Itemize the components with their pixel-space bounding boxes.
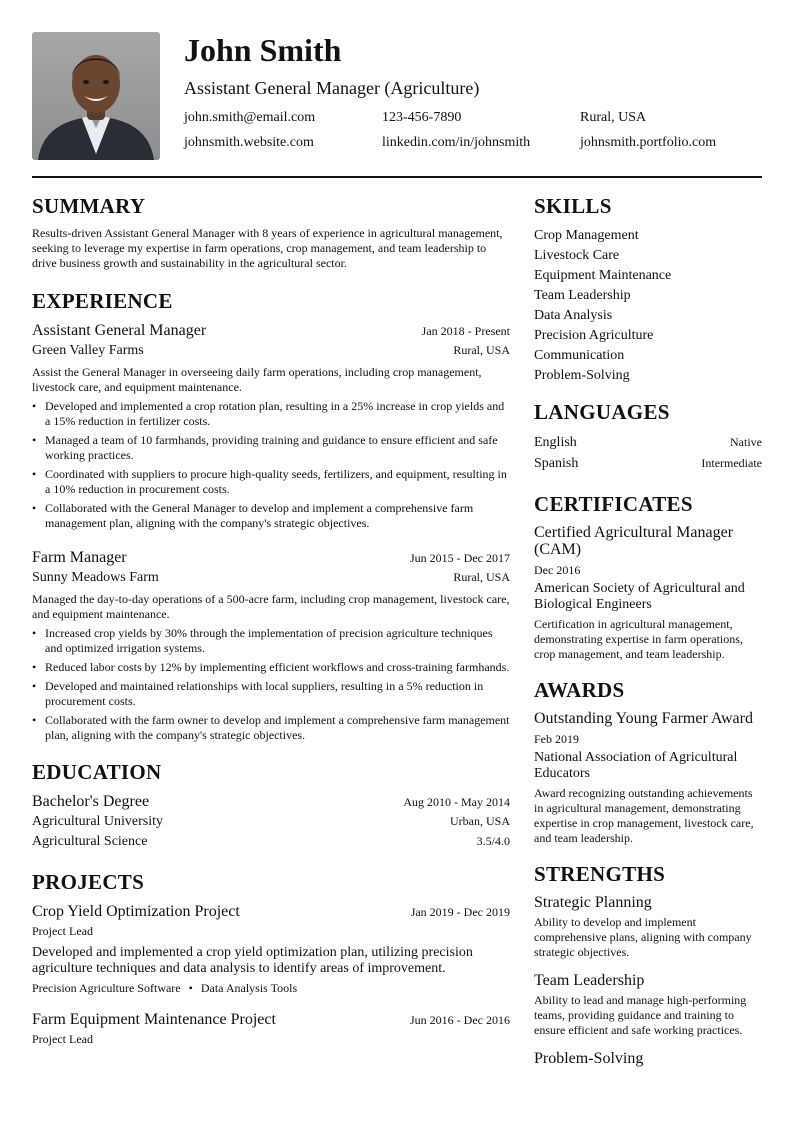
strength-name: Problem-Solving bbox=[534, 1050, 644, 1067]
summary-section bbox=[32, 194, 510, 271]
project-description: Developed and implemented a crop yield optimization plan, utilizing precision agriculture techniques and data analysis to identify areas of improvement. bbox=[32, 945, 473, 976]
education-degree: Bachelor's Degree bbox=[32, 793, 150, 810]
bullet-icon: • bbox=[32, 626, 37, 640]
side-column bbox=[534, 194, 762, 1079]
strength-item bbox=[534, 894, 762, 960]
project-role: Project Lead bbox=[32, 1032, 93, 1046]
avatar bbox=[32, 32, 160, 160]
strength-description: Ability to develop and implement comprehensive plans, aligning with company strategic objectives. bbox=[534, 915, 752, 959]
language-name: English bbox=[534, 435, 577, 450]
bullet-icon: • bbox=[32, 501, 37, 515]
languages-section bbox=[534, 400, 762, 474]
project-tool: Data Analysis Tools bbox=[200, 981, 298, 995]
education-dates: Aug 2010 - May 2014 bbox=[403, 795, 510, 809]
header-divider bbox=[32, 176, 762, 178]
education-heading: EDUCATION bbox=[32, 760, 162, 784]
contact-location: Rural, USA bbox=[580, 110, 647, 125]
strength-item bbox=[534, 972, 762, 1038]
achievement-item: • Developed and implemented a crop rotation plan, resulting in a 25% increase in crop yields and a 15% reduction in fertilizer costs. bbox=[32, 399, 505, 428]
contact-phone[interactable]: 123-456-7890 bbox=[382, 110, 462, 125]
bullet-icon: • bbox=[32, 433, 37, 447]
project-item bbox=[32, 1010, 510, 1047]
job-achievements bbox=[32, 399, 510, 531]
separator-dot-icon: • bbox=[188, 981, 193, 995]
achievement-item: • Reduced labor costs by 12% by implementing efficient workflows and cross-training farmhands. bbox=[32, 660, 510, 674]
language-item bbox=[534, 432, 762, 453]
achievement-item: • Developed and maintained relationships with local suppliers, resulting in a 5% reduction in procurement costs. bbox=[32, 679, 484, 708]
certificate-description: Certification in agricultural management, demonstrating expertise in farm operations, crop management, and team leadership. bbox=[534, 617, 743, 661]
contact-portfolio[interactable]: johnsmith.portfolio.com bbox=[580, 135, 717, 150]
bullet-icon: • bbox=[32, 713, 37, 727]
award-issuer: National Association of Agricultural Educators bbox=[534, 750, 738, 781]
achievement-item: • Increased crop yields by 30% through the implementation of precision agriculture techniques and optimized irrigation systems. bbox=[32, 626, 493, 655]
skill-item: Precision Agriculture bbox=[534, 328, 654, 343]
certificates-heading: CERTIFICATES bbox=[534, 492, 693, 516]
skills-section bbox=[534, 194, 762, 386]
achievement-item: • Collaborated with the General Manager to develop and implement a comprehensive farm management plan, aligning with the company's strategic objectives. bbox=[32, 501, 474, 530]
skill-item: Crop Management bbox=[534, 228, 639, 243]
award-description: Award recognizing outstanding achievements in agricultural management, demonstrating expertise in crop management, livestock care, and team leadership. bbox=[534, 786, 754, 845]
skill-item: Problem-Solving bbox=[534, 368, 630, 383]
strength-name: Team Leadership bbox=[534, 972, 645, 989]
language-item bbox=[534, 453, 762, 474]
job-title: Assistant General Manager bbox=[32, 322, 207, 339]
contact-linkedin[interactable]: linkedin.com/in/johnsmith bbox=[382, 135, 531, 150]
bullet-icon: • bbox=[32, 660, 37, 674]
awards-section bbox=[534, 678, 762, 846]
summary-text: Results-driven Assistant General Manager with 8 years of experience in agricultural management, seeking to leverage my expertise in farm operations, crop management, and team leadership to drive business growth and sustainability in the agricultural sector. bbox=[32, 226, 503, 270]
job-location: Rural, USA bbox=[453, 343, 510, 357]
contact-email[interactable]: john.smith@email.com bbox=[184, 110, 316, 125]
strength-item bbox=[534, 1050, 762, 1067]
award-date: Feb 2019 bbox=[534, 732, 579, 746]
strengths-heading: STRENGTHS bbox=[534, 862, 666, 886]
certificates-section bbox=[534, 492, 762, 662]
project-name: Farm Equipment Maintenance Project bbox=[32, 1011, 276, 1028]
job-dates: Jun 2015 - Dec 2017 bbox=[410, 551, 510, 565]
bullet-icon: • bbox=[32, 679, 37, 693]
main-column bbox=[32, 194, 510, 1061]
experience-item bbox=[32, 548, 510, 743]
strength-name: Strategic Planning bbox=[534, 894, 652, 911]
education-section bbox=[32, 760, 510, 852]
job-description: Managed the day-to-day operations of a 500-acre farm, including crop management, livestock care, and equipment maintenance. bbox=[32, 592, 510, 621]
skills-heading: SKILLS bbox=[534, 194, 612, 218]
project-dates: Jun 2016 - Dec 2016 bbox=[410, 1013, 510, 1027]
certificate-issuer: American Society of Agricultural and Biological Engineers bbox=[534, 581, 745, 612]
avatar-photo-icon bbox=[32, 32, 160, 160]
awards-heading: AWARDS bbox=[534, 678, 625, 702]
achievement-item: • Collaborated with the farm owner to develop and implement a comprehensive farm management plan, aligning with the company's strategic objectives. bbox=[32, 713, 510, 742]
education-gpa: 3.5/4.0 bbox=[476, 834, 510, 848]
award-name: Outstanding Young Farmer Award bbox=[534, 710, 753, 727]
skill-item: Data Analysis bbox=[534, 308, 613, 323]
skill-item: Communication bbox=[534, 348, 625, 363]
job-company: Green Valley Farms bbox=[32, 343, 144, 358]
candidate-headline: Assistant General Manager (Agriculture) bbox=[184, 78, 480, 98]
language-level: Native bbox=[730, 435, 762, 449]
skill-item: Equipment Maintenance bbox=[534, 268, 672, 283]
job-company: Sunny Meadows Farm bbox=[32, 570, 159, 585]
job-dates: Jan 2018 - Present bbox=[421, 324, 510, 338]
job-achievements bbox=[32, 626, 510, 743]
achievement-item: • Coordinated with suppliers to procure high-quality seeds, fertilizers, and equipment, resulting in a 10% reduction in procurement costs. bbox=[32, 467, 507, 496]
skill-item: Team Leadership bbox=[534, 288, 631, 303]
strengths-section bbox=[534, 862, 762, 1067]
project-role: Project Lead bbox=[32, 924, 93, 938]
project-name: Crop Yield Optimization Project bbox=[32, 903, 240, 920]
bullet-icon: • bbox=[32, 399, 37, 413]
candidate-name: John Smith bbox=[184, 32, 342, 68]
strength-description: Ability to lead and manage high-performing teams, providing guidance and training to ensure efficient and safe working practices. bbox=[534, 993, 747, 1037]
project-dates: Jan 2019 - Dec 2019 bbox=[410, 905, 510, 919]
language-level: Intermediate bbox=[701, 456, 762, 470]
certificate-date: Dec 2016 bbox=[534, 563, 581, 577]
languages-heading: LANGUAGES bbox=[534, 400, 670, 424]
bullet-icon: • bbox=[32, 467, 37, 481]
project-tools bbox=[32, 981, 510, 996]
language-name: Spanish bbox=[534, 456, 579, 471]
skill-item: Livestock Care bbox=[534, 248, 620, 263]
education-location: Urban, USA bbox=[450, 814, 510, 828]
projects-section bbox=[32, 870, 510, 1047]
job-title: Farm Manager bbox=[32, 549, 127, 566]
project-item bbox=[32, 902, 510, 996]
experience-section bbox=[32, 289, 510, 743]
education-school: Agricultural University bbox=[32, 814, 164, 829]
experience-heading: EXPERIENCE bbox=[32, 289, 173, 313]
job-description: Assist the General Manager in overseeing daily farm operations, including crop management, livestock care, and equipment maintenance. bbox=[32, 365, 482, 394]
certificate-name: Certified Agricultural Manager (CAM) bbox=[534, 524, 734, 558]
skills-list bbox=[534, 226, 762, 386]
project-tool: Precision Agriculture Software bbox=[32, 981, 181, 995]
contact-website[interactable]: johnsmith.website.com bbox=[184, 135, 314, 150]
achievement-item: • Managed a team of 10 farmhands, providing training and guidance to ensure efficient and safe working practices. bbox=[32, 433, 498, 462]
education-field: Agricultural Science bbox=[32, 834, 148, 849]
job-location: Rural, USA bbox=[453, 570, 510, 584]
experience-item bbox=[32, 321, 510, 531]
summary-heading: SUMMARY bbox=[32, 194, 146, 218]
projects-heading: PROJECTS bbox=[32, 870, 145, 894]
